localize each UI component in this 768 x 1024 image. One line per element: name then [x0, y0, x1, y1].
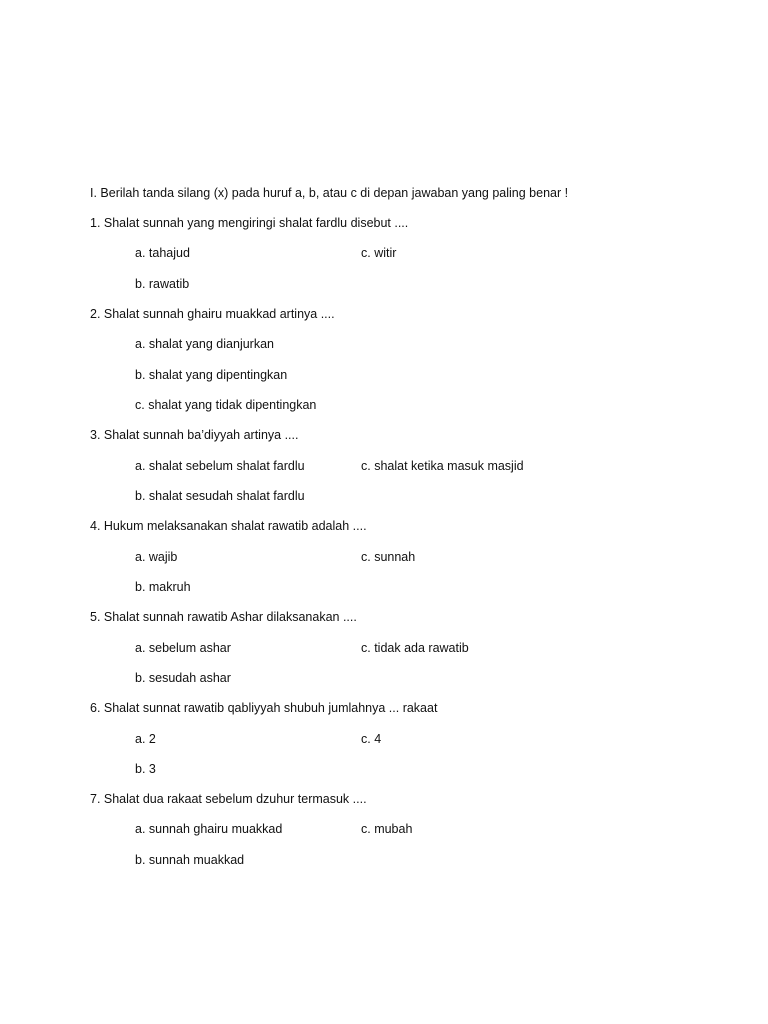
question-6-option-a: a. 2 [135, 732, 156, 746]
question-7-option-b: b. sunnah muakkad [135, 853, 245, 867]
question-1: 1. Shalat sunnah yang mengiringi shalat fardlu disebut .... [90, 216, 409, 230]
question-3-option-b: b. shalat sesudah shalat fardlu [135, 489, 305, 503]
question-2: 2. Shalat sunnah ghairu muakkad artinya .... [90, 307, 335, 321]
question-7-option-c: c. mubah [361, 822, 413, 836]
question-1-option-c: c. witir [361, 246, 397, 260]
question-4-option-a: a. wajib [135, 550, 178, 564]
question-4-option-c: c. sunnah [361, 550, 416, 564]
question-1-option-b: b. rawatib [135, 277, 190, 291]
question-5-option-b: b. sesudah ashar [135, 671, 231, 685]
question-7: 7. Shalat dua rakaat sebelum dzuhur termasuk .... [90, 792, 367, 806]
question-4-option-b: b. makruh [135, 580, 191, 594]
question-6: 6. Shalat sunnat rawatib qabliyyah shubuh jumlahnya ... rakaat [90, 701, 438, 715]
question-2-option-b: b. shalat yang dipentingkan [135, 368, 288, 382]
question-6-option-b: b. 3 [135, 762, 156, 776]
question-2-option-a: a. shalat yang dianjurkan [135, 337, 274, 351]
question-3: 3. Shalat sunnah ba’diyyah artinya .... [90, 428, 299, 442]
question-5: 5. Shalat sunnah rawatib Ashar dilaksanakan .... [90, 610, 357, 624]
question-7-option-a: a. sunnah ghairu muakkad [135, 822, 283, 836]
question-3-option-a: a. shalat sebelum shalat fardlu [135, 459, 305, 473]
question-2-option-c: c. shalat yang tidak dipentingkan [135, 398, 317, 412]
question-3-option-c: c. shalat ketika masuk masjid [361, 459, 524, 473]
instruction-text: I. Berilah tanda silang (x) pada huruf a, b, atau c di depan jawaban yang paling benar ! [90, 186, 569, 200]
question-6-option-c: c. 4 [361, 732, 382, 746]
question-1-option-a: a. tahajud [135, 246, 190, 260]
question-4: 4. Hukum melaksanakan shalat rawatib adalah .... [90, 519, 367, 533]
question-5-option-a: a. sebelum ashar [135, 641, 231, 655]
question-5-option-c: c. tidak ada rawatib [361, 641, 469, 655]
